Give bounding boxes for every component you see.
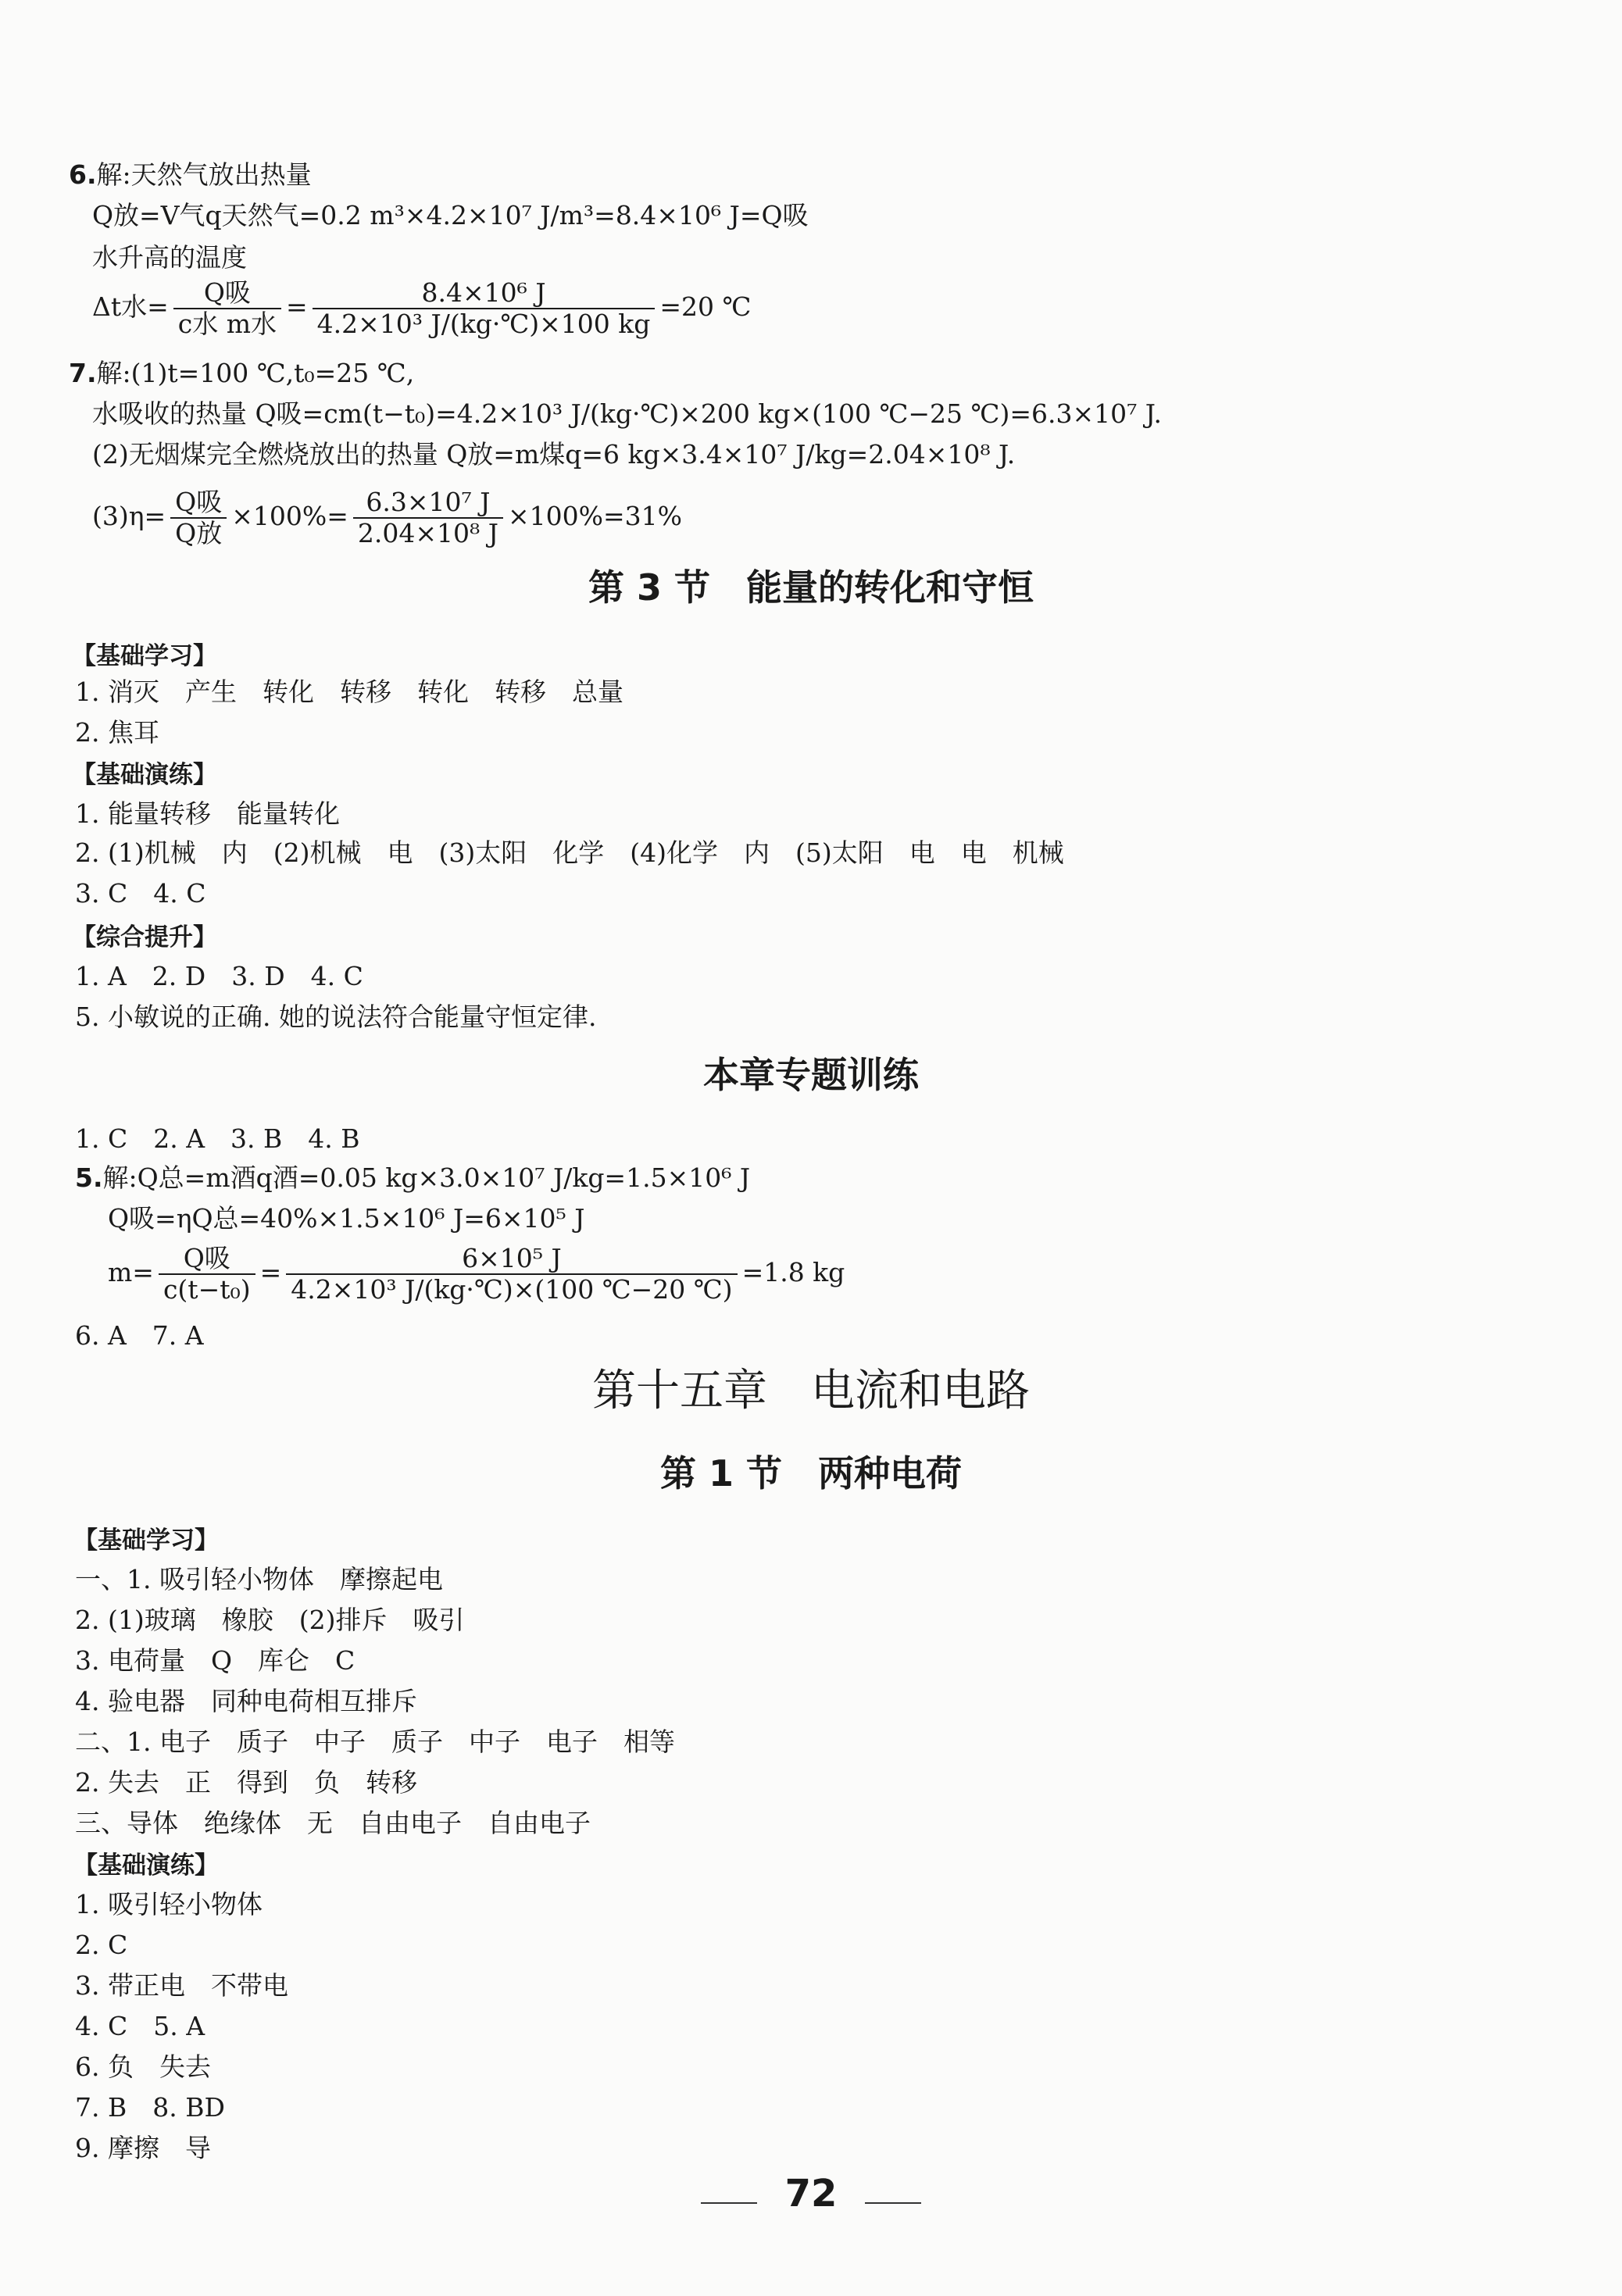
ch15-practice-line: 2. C bbox=[75, 1930, 128, 1960]
sec3-bp-answer-1: 1. 能量转移 能量转化 bbox=[75, 798, 340, 829]
section-3-title: 第 3 节 能量的转化和守恒 bbox=[588, 566, 1034, 609]
ch15-answer-line: 三、导体 绝缘体 无 自由电子 自由电子 bbox=[75, 1808, 591, 1838]
special-q5-absorbed: Q吸=ηQ总=40%×1.5×10⁶ J=6×10⁵ J bbox=[108, 1203, 585, 1234]
chapter-15-section-1-title: 第 1 节 两种电荷 bbox=[659, 1452, 963, 1494]
special-answers-6-7: 6. A 7. A bbox=[75, 1320, 204, 1351]
special-training-title: 本章专题训练 bbox=[703, 1054, 919, 1096]
sec3-cp-answer-5: 5. 小敏说的正确. 她的说法符合能量守恒定律. bbox=[75, 1002, 597, 1032]
sec3-bp-answer-2: 2. (1)机械 内 (2)机械 电 (3)太阳 化学 (4)化学 内 (5)太阳 电 电 机械 bbox=[75, 837, 1064, 868]
special-q5-heading: 5.解:Q总=m酒q酒=0.05 kg×3.0×10⁷ J/kg=1.5×10⁶ J bbox=[75, 1162, 751, 1193]
q6-temp-label: 水升高的温度 bbox=[92, 242, 247, 273]
q7-released-heat: (2)无烟煤完全燃烧放出的热量 Q放=m煤q=6 kg×3.4×10⁷ J/kg=2.04×10⁸ J. bbox=[92, 439, 1016, 470]
ch15-practice-line: 9. 摩擦 导 bbox=[75, 2133, 211, 2163]
chapter-15-title: 第十五章 电流和电路 bbox=[592, 1366, 1030, 1416]
ch15-basic-practice-label: 【基础演练】 bbox=[73, 1851, 219, 1880]
sec3-comprehensive-label: 【综合提升】 bbox=[72, 923, 217, 952]
page-number: 72 bbox=[784, 2172, 838, 2216]
sec3-bl-answer-1: 1. 消灭 产生 转化 转移 转化 转移 总量 bbox=[75, 677, 623, 707]
ch15-practice-line: 1. 吸引轻小物体 bbox=[75, 1889, 263, 1919]
ch15-answer-line: 2. (1)玻璃 橡胶 (2)排斥 吸引 bbox=[75, 1605, 465, 1635]
q7-absorbed-heat: 水吸收的热量 Q吸=cm(t−t₀)=4.2×10³ J/(kg·℃)×200 kg×(100 ℃−25 ℃)=6.3×10⁷ J. bbox=[92, 398, 1162, 429]
ch15-practice-line: 6. 负 失去 bbox=[75, 2051, 211, 2082]
q6-formula-temp: Δt水= $\frac{\text{Q吸}}{\text{c水 m水}}$ = $\frac{\text{8.4×10⁶ J}}{\text{4.2×10³ J/(kg·℃)×100 kg}}$ =20 ℃ bbox=[92, 277, 752, 339]
ch15-answer-line: 4. 验电器 同种电荷相互排斥 bbox=[75, 1686, 417, 1716]
ch15-practice-line: 4. C 5. A bbox=[75, 2011, 205, 2041]
q7-efficiency: (3)η= $\frac{\text{Q吸}}{\text{Q放}}$ ×100%= $\frac{\text{6.3×10⁷ J}}{\text{2.04×10⁸ J}}$ ×100%=31% bbox=[92, 487, 682, 548]
ch15-answer-line: 一、1. 吸引轻小物体 摩擦起电 bbox=[75, 1564, 443, 1594]
ch15-practice-line: 7. B 8. BD bbox=[75, 2092, 225, 2123]
q7-heading: 7.解:(1)t=100 ℃,t₀=25 ℃, bbox=[69, 358, 415, 388]
ch15-basic-learning-label: 【基础学习】 bbox=[73, 1527, 219, 1555]
q6-heading: 6.解:天然气放出热量 bbox=[69, 159, 312, 190]
special-q5-mass-formula: m= $\frac{\text{Q吸}}{\text{c(t−t₀)}}$ = $\frac{\text{6×10⁵ J}}{\text{4.2×10³ J/(kg·℃)×(100 ℃−20 ℃)}}$ =1.8 kg bbox=[108, 1243, 845, 1305]
ch15-answer-line: 2. 失去 正 得到 负 转移 bbox=[75, 1767, 417, 1798]
page-footer bbox=[0, 2172, 1622, 2216]
sec3-basic-learning-label: 【基础学习】 bbox=[72, 642, 217, 670]
sec3-basic-practice-label: 【基础演练】 bbox=[72, 761, 217, 789]
sec3-cp-answer-1: 1. A 2. D 3. D 4. C bbox=[75, 961, 363, 991]
q6-formula-heat: Q放=V气q天然气=0.2 m³×4.2×10⁷ J/m³=8.4×10⁶ J=Q吸 bbox=[92, 200, 809, 230]
ch15-practice-line: 3. 带正电 不带电 bbox=[75, 1970, 288, 2001]
ch15-answer-line: 3. 电荷量 Q 库仑 C bbox=[75, 1645, 355, 1676]
special-answers-1-4: 1. C 2. A 3. B 4. B bbox=[75, 1123, 360, 1154]
sec3-bp-answer-3: 3. C 4. C bbox=[75, 878, 206, 909]
footer-rule-right bbox=[865, 2202, 921, 2204]
ch15-answer-line: 二、1. 电子 质子 中子 质子 中子 电子 相等 bbox=[75, 1726, 675, 1757]
sec3-bl-answer-2: 2. 焦耳 bbox=[75, 717, 159, 748]
footer-rule-left bbox=[701, 2202, 757, 2204]
